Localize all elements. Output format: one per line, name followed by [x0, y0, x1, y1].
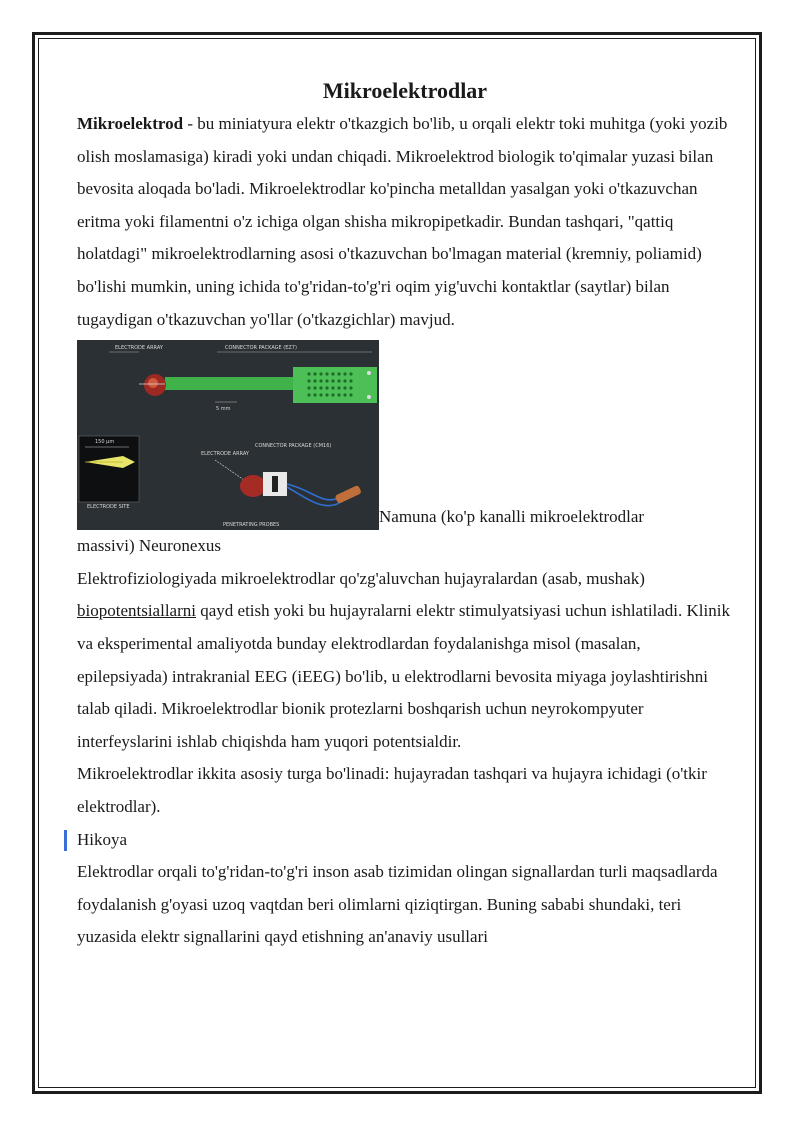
paragraph-electrophysiology-start: Elektrofiziologiyada mikroelektrodlar qo'zg'aluvchan hujayralardan (asab, mushak)	[77, 568, 645, 588]
microelectrode-array-photo	[77, 340, 379, 530]
figure-row	[77, 340, 733, 530]
document-body	[77, 76, 733, 954]
section-heading-history: Hikoya	[77, 824, 733, 857]
intro-paragraph	[77, 108, 733, 336]
figure-caption-rest: massivi) Neuronexus	[77, 536, 222, 556]
biopotentials-link[interactable]: biopotentsiallarni	[77, 601, 196, 621]
label-electrode-array-top: ELECTRODE ARRAY	[115, 345, 163, 352]
intro-text: - bu miniatyura elektr o'tkazgich bo'lib, u orqali elektr toki muhitga (yoki yozib olish moslamasiga) kiradi yoki undan chiqadi. Mikroelektrod biologik to'qimalar yuzasi bilan bevosita aloqada bo'ladi. Mikroelektrodlar ko'pincha metalldan yasalgan yoki o'tkazuvchan eritma yoki filamentni o'z ichiga olgan shisha mikropipetkadir. Bundan tashqari, "qattiq holatdagi" mikroelektrodlarning asosi o'tkazuvchan bo'lmagan material (kremniy, poliamid) bo'lishi mumkin, uning ichida to'g'ridan-to'g'ri oqim yig'uvchi kontaktlar (saytlar) bilan tugaydigan o'tkazuvchan yo'llar (o'tkazgichlar) mavjud.	[77, 114, 728, 329]
figure-caption-inline: Namuna (ko'p kanalli mikroelektrodlar	[379, 507, 645, 527]
label-footer: PENETRATING PROBES	[223, 522, 280, 529]
paragraph-history: Elektrodlar orqali to'g'ridan-to'g'ri inson asab tizimidan olingan signallardan turli maqsadlarda foydalanish g'oyasi uzoq vaqtdan beri olimlarni qiziqtirgan. Buning sababi shundaki, teri yuzasida elektr signallarini qayd etishning an'anaviy usullari	[77, 862, 718, 947]
document-title: Mikroelektrodlar	[322, 78, 488, 103]
label-scale-top: 5 mm	[216, 406, 231, 413]
label-electrode-array-bottom: ELECTRODE ARRAY	[201, 451, 249, 458]
label-connector-package-bottom: CONNECTOR PACKAGE (CM16)	[255, 443, 332, 450]
label-electrode-site: ELECTRODE SITE	[87, 504, 130, 511]
paragraph-electrophysiology-end: qayd etish yoki bu hujayralarni elektr stimulyatsiyasi uchun ishlatiladi. Klinik va eksperimental amaliyotda bunday elektrodlardan foydalanishga misol (masalan, epilepsiyada) intrakranial EEG (iEEG) bo'lib, u elektrodlarni bevosita miyaga joylashtirishni talab qiladi. Mikroelektrodlar bionik protezlarni boshqarish uchun neyrokompyuter interfeyslarini ishlab chiqishda ham yuqori potentsialdir.	[77, 601, 730, 751]
intro-term: Mikroelektrod	[77, 114, 184, 133]
label-connector-package-top: CONNECTOR PACKAGE (EZ7)	[225, 345, 297, 352]
label-scale-inset: 150 μm	[95, 439, 115, 446]
paragraph-electrophysiology	[77, 563, 733, 759]
paragraph-types: Mikroelektrodlar ikkita asosiy turga bo'linadi: hujayradan tashqari va hujayra ichidagi (o'tkir elektrodlar).	[77, 764, 707, 816]
